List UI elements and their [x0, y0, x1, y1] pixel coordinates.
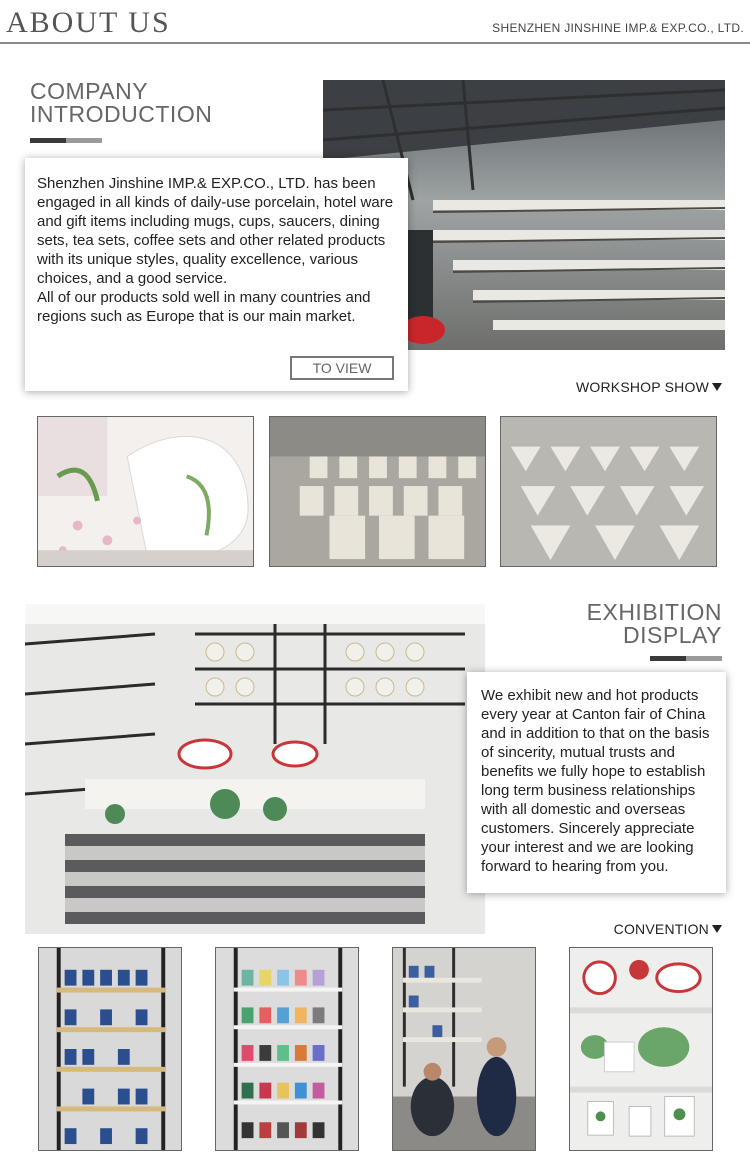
workshop-photo-1: [37, 416, 254, 567]
workshop-photo-2: [269, 416, 486, 567]
company-intro-accent-bar: [30, 138, 102, 143]
company-intro-paragraph-1: Shenzhen Jinshine IMP.& EXP.CO., LTD. has been engaged in all kinds of daily-use porcelain, hotel ware and gift items including mugs, cups, saucers, dining sets, tea sets, coffee sets and other related products with its unique styles, quality excellence, various choices, and a good service.: [37, 175, 394, 287]
triangle-down-icon: [712, 925, 722, 933]
convention-photo-2: [215, 947, 359, 1151]
exhibition-title: [587, 601, 722, 647]
exhibition-card: [467, 672, 726, 893]
convention-photo-1: [38, 947, 182, 1151]
exhibition-title-line2: DISPLAY: [623, 622, 722, 648]
exhibition-title-line1: EXHIBITION: [586, 599, 722, 625]
workshop-show-label[interactable]: [576, 379, 722, 395]
to-view-button[interactable]: TO VIEW: [290, 356, 394, 380]
company-intro-title: [30, 80, 212, 126]
exhibition-accent-bar: [650, 656, 722, 661]
exhibition-paragraph: We exhibit new and hot products every year at Canton fair of China and in addition to that on the basis of sincerity, mutual trusts and benefits we fully hope to establish long term business relationships with all domestic and overseas customers. Sincerely appreciate your interest and we are looking forward to hearing from you.: [481, 687, 710, 875]
header-divider: [0, 42, 750, 44]
company-intro-title-line1: COMPANY: [30, 78, 149, 104]
company-intro-title-line2: INTRODUCTION: [30, 101, 213, 127]
convention-photo-3: [392, 947, 536, 1151]
company-intro-paragraph-2: All of our products sold well in many countries and regions such as Europe that is our main market.: [37, 289, 371, 325]
convention-photo-4: [569, 947, 713, 1151]
triangle-down-icon: [712, 383, 722, 391]
page-title: ABOUT US: [6, 6, 171, 39]
company-name: SHENZHEN JINSHINE IMP.& EXP.CO., LTD.: [492, 21, 744, 35]
convention-label[interactable]: [614, 921, 722, 937]
convention-text: CONVENTION: [613, 921, 709, 937]
workshop-photo-3: [500, 416, 717, 567]
workshop-show-text: WORKSHOP SHOW: [575, 379, 709, 395]
exhibition-booth-photo: [25, 604, 485, 934]
